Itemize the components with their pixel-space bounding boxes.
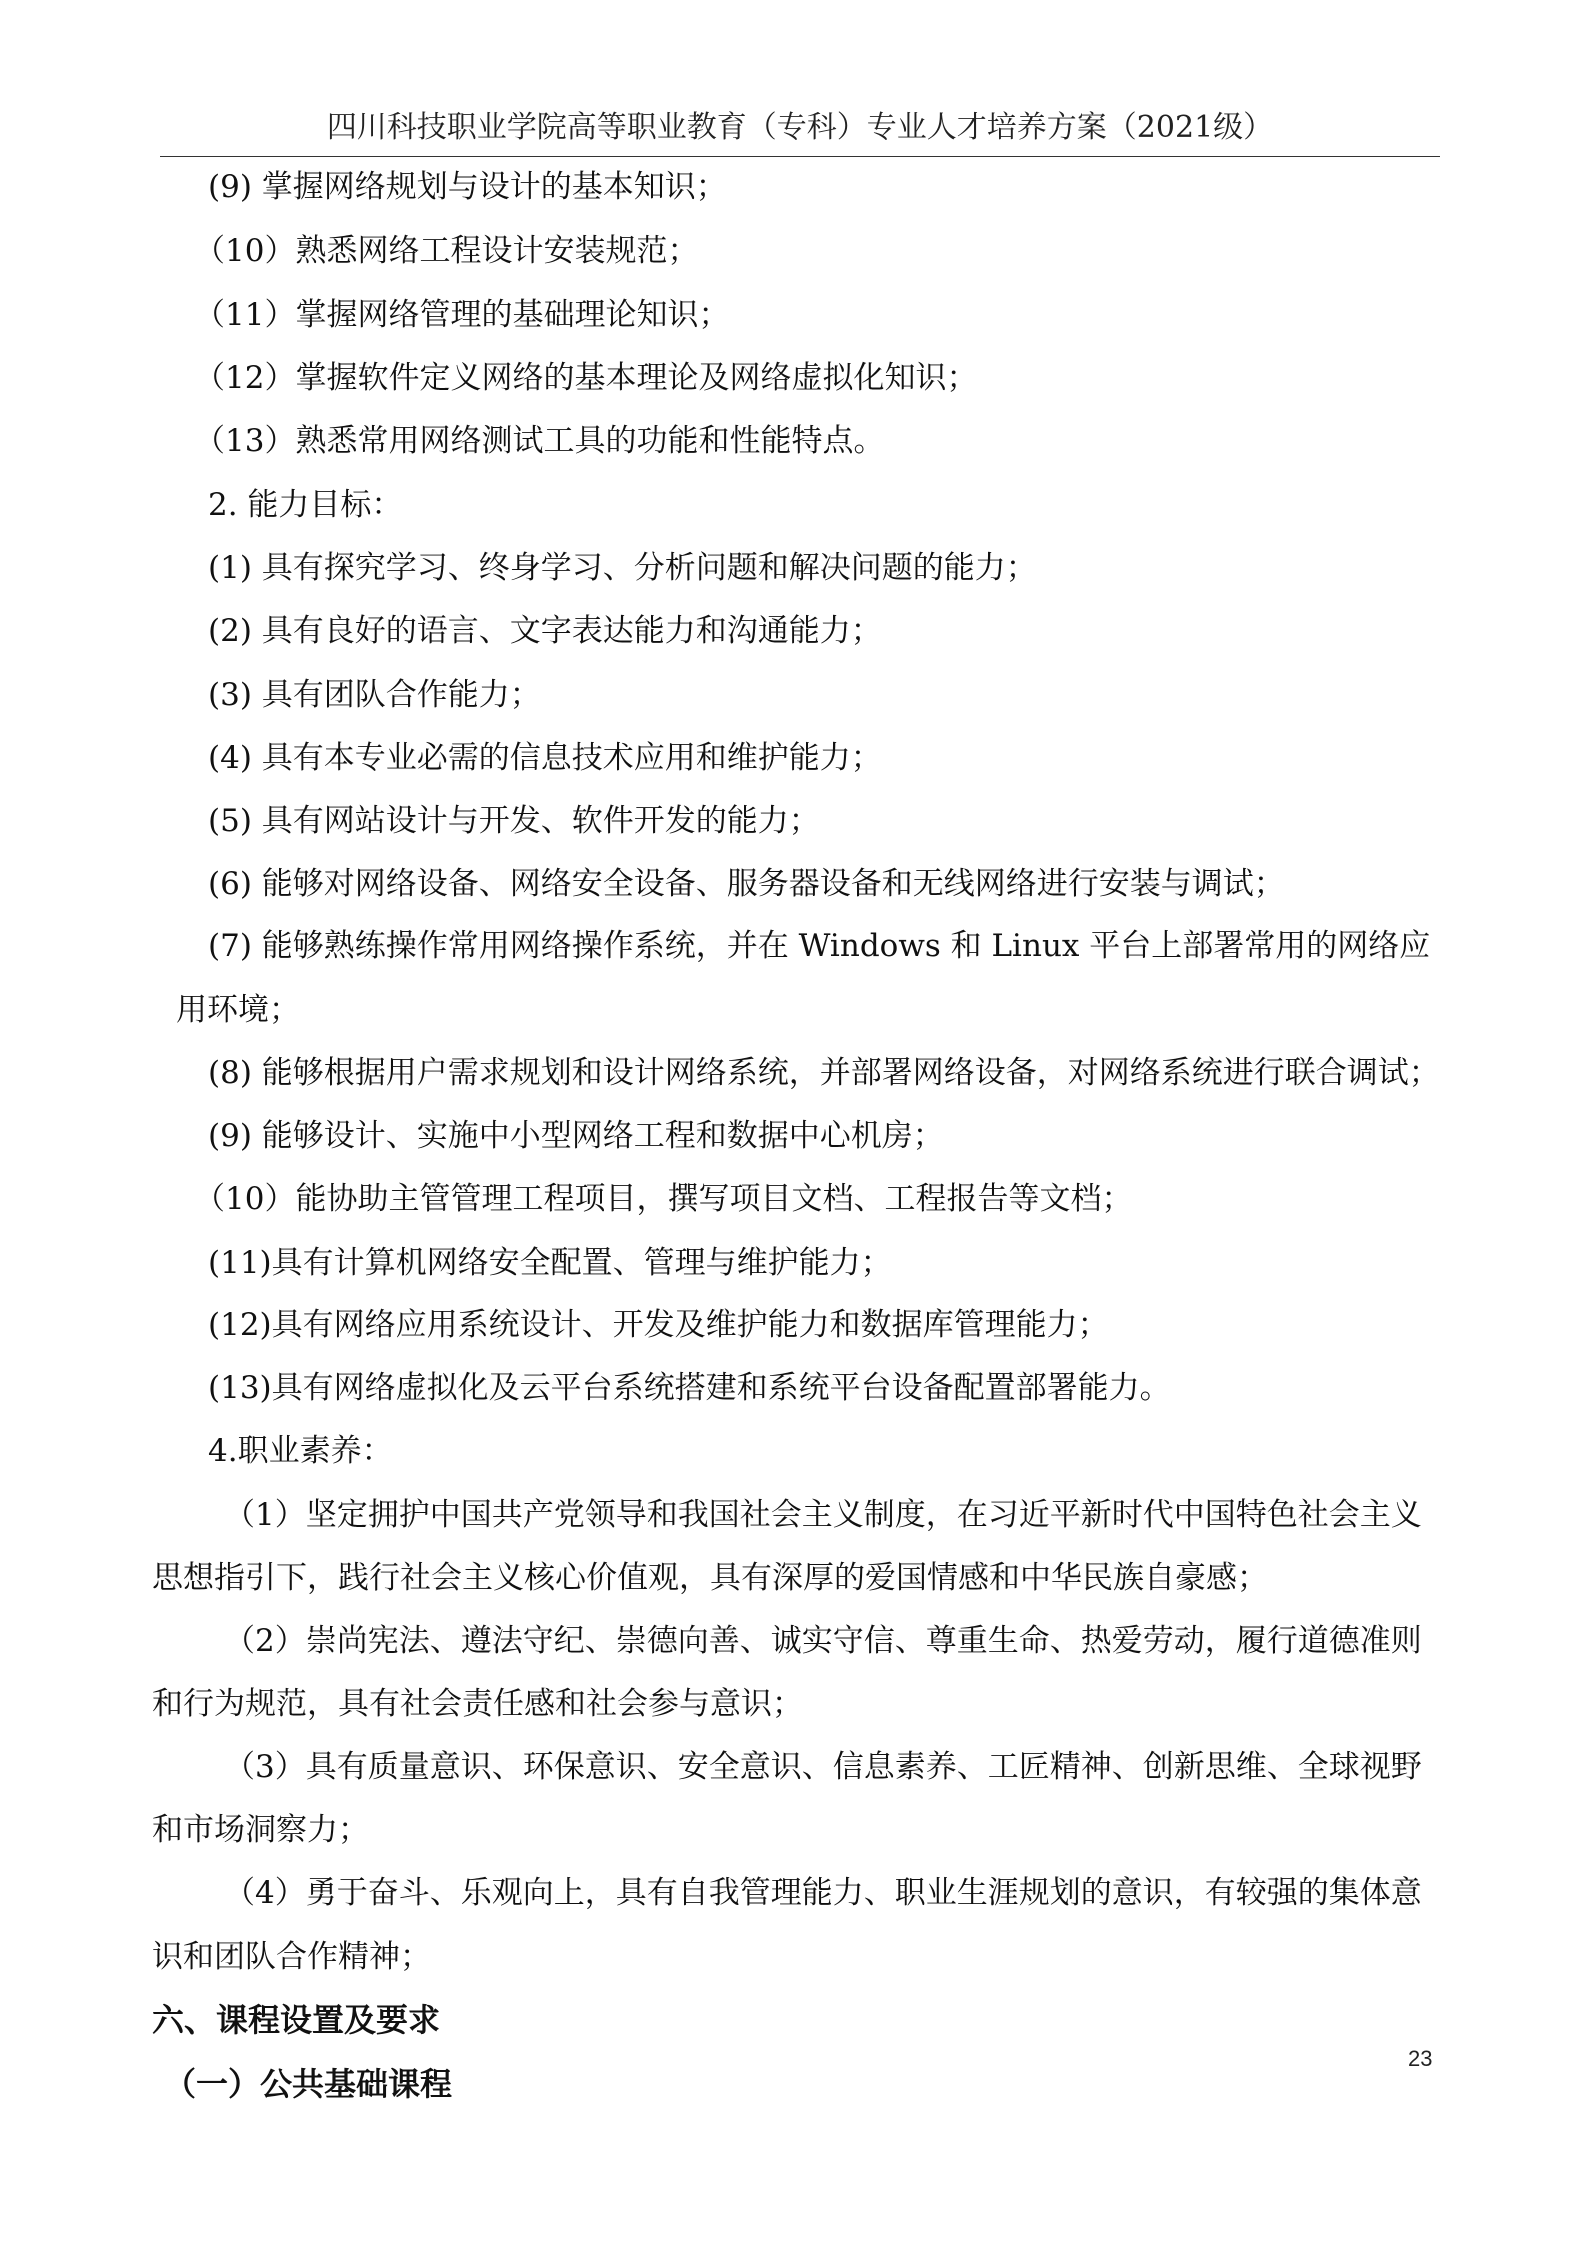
ability-item: (3) 具有团队合作能力； xyxy=(208,677,541,713)
ability-item-continuation: 用环境； xyxy=(176,992,300,1028)
quality-line: （3）具有质量意识、环保意识、安全意识、信息素养、工匠精神、创新思维、全球视野 xyxy=(224,1749,1422,1785)
quality-line: 和市场洞察力； xyxy=(152,1812,369,1848)
ability-item: (13)具有网络虚拟化及云平台系统搭建和系统平台设备配置部署能力。 xyxy=(208,1370,1171,1406)
ability-item: (8) 能够根据用户需求规划和设计网络系统，并部署网络设备，对网络系统进行联合调试； xyxy=(208,1055,1440,1091)
ability-item: (6) 能够对网络设备、网络安全设备、服务器设备和无线网络进行安装与调试； xyxy=(208,866,1285,902)
section-subtitle: （一）公共基础课程 xyxy=(164,2065,453,2103)
ability-item: (9) 能够设计、实施中小型网络工程和数据中心机房； xyxy=(208,1118,944,1154)
quality-line: （1）坚定拥护中国共产党领导和我国社会主义制度，在习近平新时代中国特色社会主义 xyxy=(224,1497,1422,1533)
quality-line: 思想指引下，践行社会主义核心价值观，具有深厚的爱国情感和中华民族自豪感； xyxy=(152,1560,1268,1596)
quality-line: （4）勇于奋斗、乐观向上，具有自我管理能力、职业生涯规划的意识，有较强的集体意 xyxy=(224,1875,1422,1911)
quality-line: 和行为规范，具有社会责任感和社会参与意识； xyxy=(152,1686,803,1722)
ability-item: (11)具有计算机网络安全配置、管理与维护能力； xyxy=(208,1245,892,1281)
quality-heading: 4.职业素养： xyxy=(208,1433,393,1469)
quality-line: 识和团队合作精神； xyxy=(152,1939,431,1975)
header-divider xyxy=(160,156,1440,157)
knowledge-item: （10）熟悉网络工程设计安装规范； xyxy=(194,233,699,269)
ability-item: (2) 具有良好的语言、文字表达能力和沟通能力； xyxy=(208,613,882,649)
knowledge-item: (9) 掌握网络规划与设计的基本知识； xyxy=(208,169,727,205)
page-header: 四川科技职业学院高等职业教育（专科）专业人才培养方案（2021级） xyxy=(326,110,1274,145)
knowledge-item: （13）熟悉常用网络测试工具的功能和性能特点。 xyxy=(194,423,885,459)
ability-item: (12)具有网络应用系统设计、开发及维护能力和数据库管理能力； xyxy=(208,1307,1109,1343)
ability-item: (1) 具有探究学习、终身学习、分析问题和解决问题的能力； xyxy=(208,550,1037,586)
section-title: 六、课程设置及要求 xyxy=(152,2001,441,2039)
ability-heading: 2. 能力目标： xyxy=(208,487,403,523)
page-number: 23 xyxy=(1408,2046,1433,2071)
ability-item: (7) 能够熟练操作常用网络操作系统，并在 Windows 和 Linux 平台上部署常用的网络应 xyxy=(208,928,1431,964)
knowledge-item: （12）掌握软件定义网络的基本理论及网络虚拟化知识； xyxy=(194,360,978,396)
knowledge-item: （11）掌握网络管理的基础理论知识； xyxy=(194,297,730,333)
ability-item: (5) 具有网站设计与开发、软件开发的能力； xyxy=(208,803,820,839)
ability-item: (4) 具有本专业必需的信息技术应用和维护能力； xyxy=(208,740,882,776)
quality-line: （2）崇尚宪法、遵法守纪、崇德向善、诚实守信、尊重生命、热爱劳动，履行道德准则 xyxy=(224,1623,1422,1659)
ability-item: （10）能协助主管管理工程项目，撰写项目文档、工程报告等文档； xyxy=(194,1181,1133,1217)
